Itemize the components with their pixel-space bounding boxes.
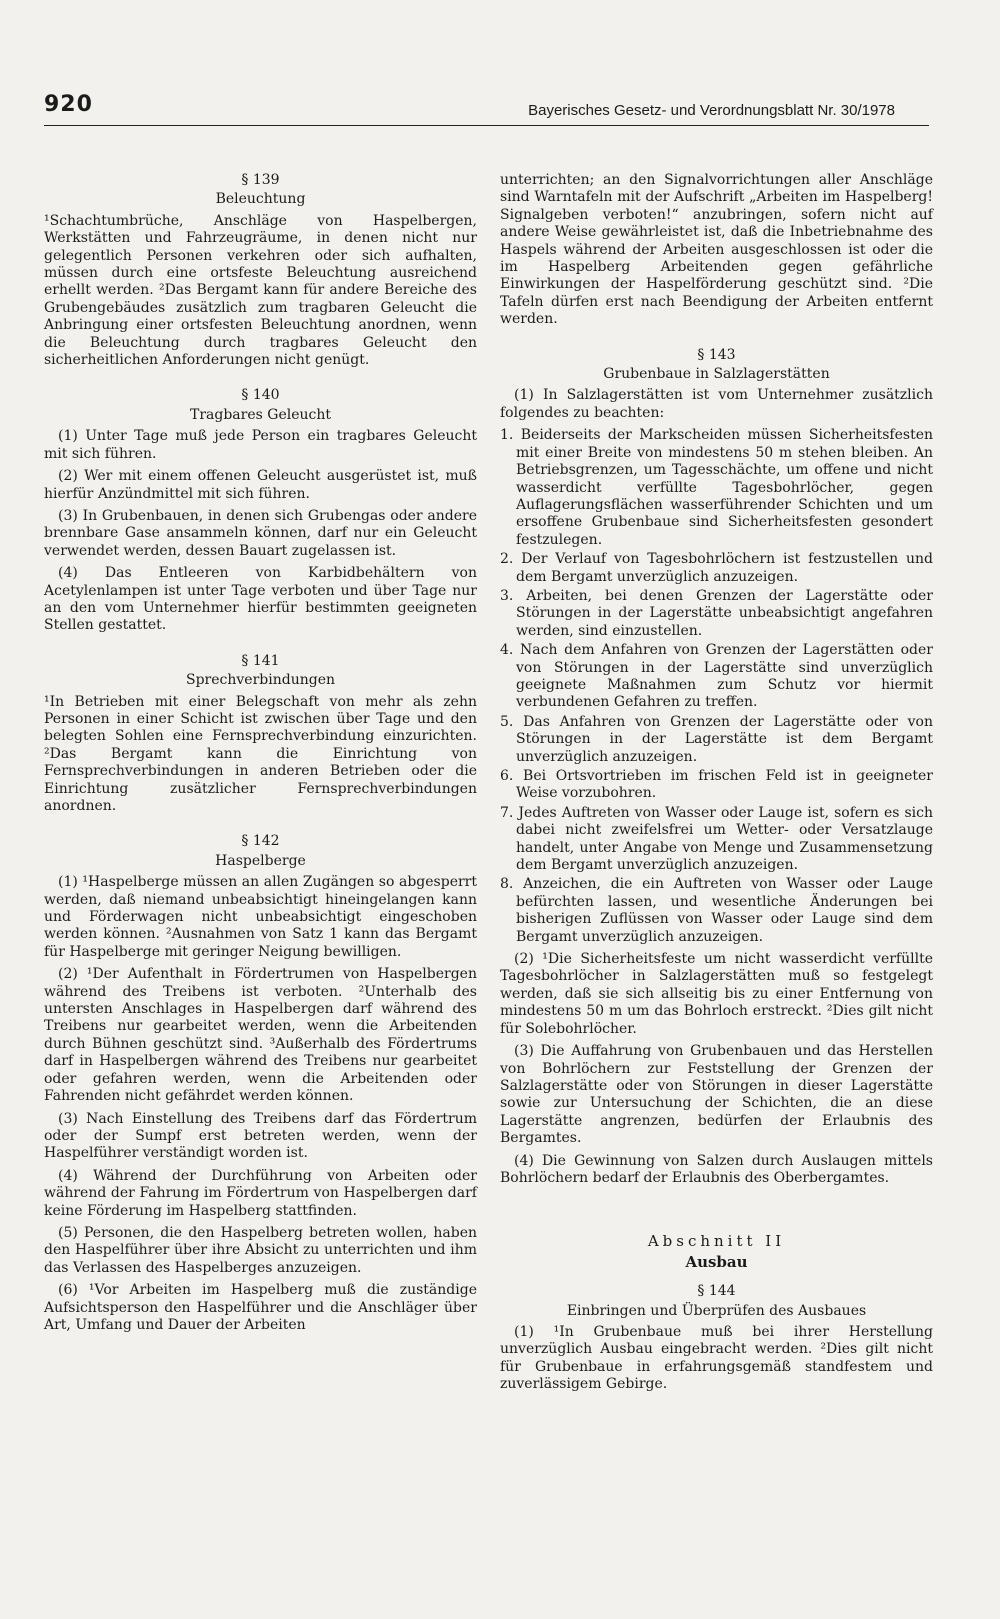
section-142-para-1: (1) ¹Haspelberge müssen an allen Zugängen so abgesperrt werden, daß niemand unbeabsichtigt hineingelangen kann und Förderwagen nicht unbeabsichtigt eingeschoben werden können. ²Ausnahmen von Satz 1 kann das Bergamt für Haspelberge mit geringer Neigung bewilligen. — [44, 874, 477, 960]
section-140-number: § 140 — [241, 387, 280, 404]
list-item: 8. Anzeichen, die ein Auftreten von Wasser oder Lauge befürchten lassen, und wesentliche Änderungen bei bisherigen Zuflüssen von Wasser oder Lauge sind dem Bergamt unverzüglich anzuzeigen. — [500, 876, 933, 945]
list-item: 5. Das Anfahren von Grenzen der Lagerstätte oder von Störungen in der Lagerstätte ist dem Bergamt unverzüglich anzuzeigen. — [500, 713, 933, 765]
section-142-para-3: (3) Nach Einstellung des Treibens darf das Fördertrum oder der Sumpf erst betreten werden, wenn der Haspelführer verständigt worden ist. — [44, 1110, 477, 1162]
right-column — [500, 172, 933, 1399]
section-144-title: Einbringen und Überprüfen des Ausbaues — [566, 1302, 867, 1319]
section-141-title: Sprechverbindungen — [186, 672, 335, 689]
section-143-intro: (1) In Salzlagerstätten ist vom Unternehmer zusätzlich folgendes zu beachten: — [500, 387, 933, 421]
list-item: 6. Bei Ortsvortrieben im frischen Feld ist in geeigneter Weise vorzubohren. — [500, 768, 933, 802]
list-item: 2. Der Verlauf von Tagesbohrlöchern ist festzustellen und dem Bergamt unverzüglich anzuzeigen. — [500, 551, 933, 585]
list-item: 3. Arbeiten, bei denen Grenzen der Lagerstätte oder Störungen in der Lagerstätte unbeabsichtigt angefahren werden, sind einzustellen. — [500, 587, 933, 639]
section-140-para-4: (4) Das Entleeren von Karbidbehältern von Acetylenlampen ist unter Tage verboten und über Tage nur an den vom Unternehmer hierfür bestimmten geeigneten Stellen gestattet. — [44, 565, 477, 634]
part-title: Ausbau — [685, 1252, 748, 1271]
journal-title: Bayerisches Gesetz- und Verordnungsblatt Nr. 30/1978 — [528, 102, 895, 119]
section-142-para-5: (5) Personen, die den Haspelberg betreten wollen, haben den Haspelführer über ihre Absicht zu unterrichten und ihm das Verlassen des Haspelberges anzuzeigen. — [44, 1224, 477, 1276]
list-item: 4. Nach dem Anfahren von Grenzen der Lagerstätten oder von Störungen in der Lagerstätte sind unverzüglich geeignete Maßnahmen zum Schutz vor hiermit verbundenen Gefahren zu treffen. — [500, 642, 933, 711]
section-140-para-1: (1) Unter Tage muß jede Person ein tragbares Geleucht mit sich führen. — [44, 428, 477, 462]
section-143-list — [500, 427, 933, 946]
section-143-para-4: (4) Die Gewinnung von Salzen durch Auslaugen mittels Bohrlöchern bedarf der Erlaubnis des Oberbergamtes. — [500, 1152, 933, 1186]
section-144-number: § 144 — [697, 1283, 736, 1300]
list-item: 7. Jedes Auftreten von Wasser oder Lauge ist, sofern es sich dabei nicht zweifelsfrei um Wetter- oder Versatzlauge handelt, unter Angabe von Menge und Zusammensetzung dem Bergamt unverzüglich anzuzeigen. — [500, 804, 933, 874]
page-header — [44, 92, 929, 126]
section-141-text: ¹In Betrieben mit einer Belegschaft von mehr als zehn Personen in einer Schicht ist zwischen über Tage und den belegten Sohlen eine Fernsprechverbindung einzurichten. ²Das Bergamt kann die Einrichtung von Fernsprechverbindungen in anderen Betrieben oder die Einrichtung zusätzlicher Fernsprechverbindungen anordnen. — [44, 693, 477, 814]
section-139-text: ¹Schachtumbrüche, Anschläge von Haspelbergen, Werkstätten und Fahrzeugräume, in denen nicht nur gelegentlich Personen verkehren oder sich aufhalten, müssen durch eine ortsfeste Beleuchtung ausreichend erhellt werden. ²Das Bergamt kann für andere Bereiche des Grubengebäudes zusätzlich zum tragbaren Geleucht die Anbringung einer ortsfesten Beleuchtung anordnen, wenn die Beleuchtung durch tragbares Geleucht den sicherheitlichen Anforderungen nicht genügt. — [44, 212, 477, 369]
section-144-para-1: (1) ¹In Grubenbaue muß bei ihrer Herstellung unverzüglich Ausbau eingebracht werden. ²Dies gilt nicht für Grubenbaue in erfahrungsgemäß standfestem und zuverlässigem Gebirge. — [500, 1323, 933, 1393]
section-140-para-3: (3) In Grubenbauen, in denen sich Grubengas oder andere brennbare Gase ansammeln können, darf nur ein Geleucht verwendet werden, dessen Bauart zugelassen ist. — [44, 507, 477, 559]
section-143-title: Grubenbaue in Salzlagerstätten — [603, 366, 830, 383]
section-140-para-2: (2) Wer mit einem offenen Geleucht ausgerüstet ist, muß hierfür Anzündmittel mit sich führen. — [44, 468, 477, 502]
left-column — [44, 172, 477, 1339]
section-141-number: § 141 — [241, 652, 280, 669]
section-139-title: Beleuchtung — [215, 191, 306, 208]
section-140-title: Tragbares Geleucht — [190, 406, 331, 423]
part-heading: Abschnitt II — [647, 1232, 786, 1251]
section-142-para-2: (2) ¹Der Aufenthalt in Fördertrumen von Haspelbergen während des Treibens ist verboten. ²Unterhalb des untersten Anschlages in Haspelbergen darf während des Treibens nur gearbeitet werden, wenn die Arbeitenden durch Bühnen geschützt sind. ³Außerhalb des Fördertrums darf in Haspelbergen während des Treibens nur gearbeitet oder gefahren werden, wenn die Arbeitenden oder Fahrenden nicht gefährdet werden können. — [44, 966, 477, 1105]
list-item: 1. Beiderseits der Markscheiden müssen Sicherheitsfesten mit einer Breite von mindestens 50 m stehen bleiben. An Betriebsgrenzen, um Tagesschächte, um offene und nicht wasserdicht verfüllte Tagesbohrlöcher, gegen Auflagerungsflächen wasserführender Schichten und um ersoffene Grubenbaue sind Sicherheitsfesten gesondert festzulegen. — [500, 427, 933, 548]
section-142-number: § 142 — [241, 833, 280, 850]
section-142-continuation: unterrichten; an den Signalvorrichtungen aller Anschläge sind Warntafeln mit der Aufschrift „Arbeiten im Haspelberg! Signalgeben verboten!“ anzubringen, sofern nicht auf andere Weise gewährleistet ist, daß die Inbetriebnahme des Haspels während der Arbeiten ausgeschlossen ist oder die im Haspelberg Arbeitenden gegen gefährliche Einwirkungen der Haspelförderung geschützt sind. ²Die Tafeln dürfen erst nach Beendigung der Arbeiten entfernt werden. — [500, 172, 933, 328]
section-142-para-4: (4) Während der Durchführung von Arbeiten oder während der Fahrung im Fördertrum von Haspelbergen darf keine Förderung im Haspelberg stattfinden. — [44, 1167, 477, 1219]
section-143-number: § 143 — [697, 346, 736, 363]
section-139-number: § 139 — [241, 172, 280, 188]
section-142-para-6: (6) ¹Vor Arbeiten im Haspelberg muß die zuständige Aufsichtsperson den Haspelführer und die Anschläger über Art, Umfang und Dauer der Arbeiten — [44, 1282, 477, 1333]
section-142-title: Haspelberge — [215, 852, 306, 869]
page-number: 920 — [44, 92, 93, 117]
section-143-para-3: (3) Die Auffahrung von Grubenbauen und das Herstellen von Bohrlöchern zur Feststellung der Grenzen der Salzlagerstätte oder von Störungen in dieser Lagerstätte sowie zur Untersuchung der Schichten, die an diese Lagerstätte angrenzen, bedürfen der Erlaubnis des Bergamtes. — [500, 1043, 933, 1147]
section-143-para-2: (2) ¹Die Sicherheitsfeste um nicht wasserdicht verfüllte Tagesbohrlöcher in Salzlagerstätten muß so festgelegt werden, daß sie sich allseitig bis zu einer Entfernung von mindestens 50 m um das Bohrloch erstreckt. ²Dies gilt nicht für Solebohrlöcher. — [500, 951, 933, 1037]
